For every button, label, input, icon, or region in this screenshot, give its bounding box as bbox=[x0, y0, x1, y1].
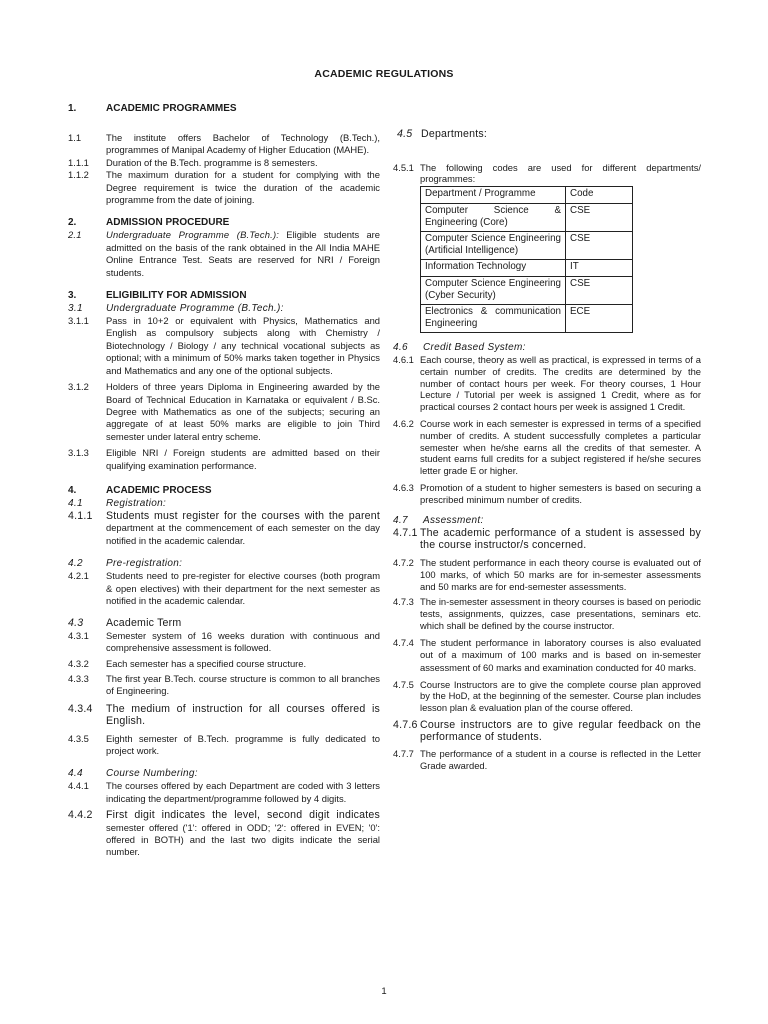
clause-number: 4.4 bbox=[68, 768, 83, 780]
clause-text: Students need to pre-register for elective courses (both program & open electives) with their department for the next semester as notified in the academic calendar. bbox=[106, 570, 380, 606]
subsection-title: Credit Based System: bbox=[423, 342, 526, 354]
section-2-heading bbox=[68, 216, 380, 229]
clause-number: 4.3.4 bbox=[68, 702, 93, 715]
clause-4-3-3 bbox=[68, 673, 380, 698]
clause-text: The in-semester assessment in theory courses is based on periodic tests, assignments, quizzes, case presentations, seminars etc. which shall be defined by the course instructor. bbox=[420, 596, 701, 632]
table-cell: IT bbox=[566, 260, 633, 276]
subsection-4-4 bbox=[68, 767, 380, 780]
clause-number: 4.7.6 bbox=[393, 718, 418, 731]
section-3-heading bbox=[68, 289, 380, 302]
clause-text: The performance of a student in a course is reflected in the Letter Grade awarded. bbox=[420, 748, 701, 771]
clause-number: 4.3.1 bbox=[68, 629, 89, 641]
clause-number: 4.3.3 bbox=[68, 673, 89, 684]
clause-text: The maximum duration for a student for complying with the Degree requirement is twice the duration of the academic programme from the date of joining. bbox=[106, 169, 380, 206]
clause-4-7-3 bbox=[393, 596, 701, 632]
clause-number: 4.7.7 bbox=[393, 748, 414, 760]
clause-1-1-2 bbox=[68, 169, 380, 206]
table-row bbox=[421, 203, 633, 231]
table-header-cell: Department / Programme bbox=[421, 187, 566, 203]
clause-text: Holders of three years Diploma in Engineering awarded by the Board of Technical Education in Karnataka or equivalent / B.Sc. Degree with Mathematics as one of the subjects; securing an aggregate of at least 50% marks are eligible to join Third semester under lateral entry scheme. bbox=[106, 381, 380, 442]
clause-number: 3.1 bbox=[68, 303, 83, 315]
clause-text: Duration of the B.Tech. programme is 8 semesters. bbox=[106, 156, 318, 168]
clause-4-7-7 bbox=[393, 748, 701, 771]
table-cell: CSE bbox=[566, 276, 633, 304]
section-number: 1. bbox=[68, 103, 77, 114]
clause-text: The institute offers Bachelor of Technology (B.Tech.), programmes of Manipal Academy of Higher Education (MAHE). bbox=[106, 132, 380, 156]
clause-4-2-1 bbox=[68, 570, 380, 607]
clause-number: 4.7.1 bbox=[393, 526, 418, 539]
clause-number: 4.2.1 bbox=[68, 570, 89, 582]
clause-number: 4.1 bbox=[68, 497, 83, 509]
subsection-4-2 bbox=[68, 557, 380, 570]
table-row bbox=[421, 276, 633, 304]
section-title: ELIGIBILITY FOR ADMISSION bbox=[106, 290, 247, 302]
table-header-row bbox=[421, 187, 633, 203]
subsection-title: Registration: bbox=[106, 497, 167, 509]
page-title: ACADEMIC REGULATIONS bbox=[314, 68, 454, 80]
clause-4-1-1 bbox=[68, 510, 380, 547]
clause-3-1-2 bbox=[68, 381, 380, 443]
subsection-3-1 bbox=[68, 302, 380, 315]
clause-text: Course instructors are to give regular feedback on the performance of students. bbox=[420, 718, 701, 743]
table-row bbox=[421, 305, 633, 333]
table-cell: Electronics & communication Engineering bbox=[421, 305, 566, 333]
clause-3-1-1 bbox=[68, 315, 380, 377]
clause-4-7-1 bbox=[393, 527, 701, 552]
clause-1-1 bbox=[68, 132, 380, 157]
clause-number: 4.7.5 bbox=[393, 678, 414, 690]
subsection-4-1 bbox=[68, 497, 380, 510]
clause-text: The student performance in each theory course is evaluated out of 100 marks, of which 50 marks are for in-semester assessments and 50 marks are for end-semester assessments. bbox=[420, 557, 701, 592]
section-number: 2. bbox=[68, 217, 77, 229]
clause-text: Each course, theory as well as practical, is expressed in terms of a certain number of credits. The credits are determined by the number of contact hours per week. For theory courses, 1 Hour Lecture / Tutorial per week is assigned 1 Credit, where as for practical courses 2 contact hours per week is assigned 1 Credit. bbox=[420, 354, 701, 412]
clause-number: 4.4.2 bbox=[68, 809, 93, 822]
clause-number: 4.6 bbox=[393, 342, 408, 354]
clause-text: The medium of instruction for all courses offered is English. bbox=[106, 702, 380, 728]
subsection-title: Assessment: bbox=[423, 514, 484, 526]
clause-text: The following codes are used for different departments/ programmes: bbox=[420, 162, 701, 185]
subsection-4-7 bbox=[393, 514, 701, 527]
clause-number: 3.1.1 bbox=[68, 315, 89, 327]
clause-number: 4.7.4 bbox=[393, 637, 414, 649]
table-cell: Computer Science Engineering (Cyber Security) bbox=[421, 276, 566, 304]
clause-number: 1.1 bbox=[68, 132, 82, 143]
clause-4-6-1 bbox=[393, 354, 701, 412]
clause-number: 4.6.1 bbox=[393, 354, 414, 366]
subsection-4-3 bbox=[68, 617, 380, 629]
clause-number: 4.3 bbox=[68, 617, 84, 630]
clause-text: Course Instructors are to give the complete course plan approved by the HoD, at the beginning of the semester. Course plan includes lesson plan & evaluation plan of the course offered. bbox=[420, 678, 701, 713]
section-1-heading bbox=[68, 102, 380, 115]
clause-number: 4.6.2 bbox=[393, 418, 414, 430]
table-cell: ECE bbox=[566, 305, 633, 333]
clause-number: 4.7.2 bbox=[393, 557, 414, 569]
clause-text: Course work in each semester is expressed in terms of a specified number of credits. A student successfully completes a particular semester when he/she earns all the credits of that semester. A student earns full credits for a subject registered if he/she secures letter grade E or higher. bbox=[420, 418, 701, 476]
clause-number: 4.5 bbox=[397, 128, 413, 140]
section-number: 3. bbox=[68, 290, 77, 302]
clause-number: 3.1.3 bbox=[68, 447, 89, 459]
clause-text: The first year B.Tech. course structure is common to all branches of Engineering. bbox=[106, 673, 380, 697]
clause-2-1 bbox=[68, 229, 380, 279]
section-title: ACADEMIC PROGRAMMES bbox=[106, 103, 237, 114]
table-cell: Computer Science Engineering (Artificial Intelligence) bbox=[421, 232, 566, 260]
subsection-title: Pre-registration: bbox=[106, 558, 183, 570]
table-cell: Computer Science & Engineering (Core) bbox=[421, 203, 566, 231]
clause-4-3-2 bbox=[68, 658, 380, 670]
clause-4-3-1 bbox=[68, 630, 380, 655]
clause-4-7-2 bbox=[393, 557, 701, 592]
clause-number: 4.6.3 bbox=[393, 482, 414, 494]
clause-text: department at the commencement of each semester on the day notified in the academic calendar. bbox=[106, 522, 380, 546]
subsection-title: Undergraduate Programme (B.Tech.): bbox=[106, 303, 284, 315]
clause-number: 4.7 bbox=[393, 514, 408, 526]
section-4-heading bbox=[68, 484, 380, 497]
clause-number: 4.1.1 bbox=[68, 509, 93, 522]
table-cell: Information Technology bbox=[421, 260, 566, 276]
clause-4-7-4 bbox=[393, 637, 701, 674]
clause-text: Each semester has a specified course structure. bbox=[106, 657, 307, 669]
clause-number: 3.1.2 bbox=[68, 381, 89, 393]
clause-text: semester offered ('1': offered in ODD; '2': offered in EVEN; '0': offered in BOTH) and the last two digits indicate the serial number. bbox=[106, 821, 380, 858]
clause-number: 4.5.1 bbox=[393, 162, 414, 174]
subsection-title: Departments: bbox=[421, 128, 487, 140]
clause-4-4-2 bbox=[68, 809, 380, 859]
clause-number: 1.1.1 bbox=[68, 156, 89, 168]
clause-text: The student performance in laboratory courses is also evaluated out of a maximum of 100 marks and is based on in-semester assessment of 60 marks and examination conducted for 40 marks. bbox=[420, 637, 701, 673]
subsection-title: Academic Term bbox=[106, 617, 182, 630]
clause-text: Promotion of a student to higher semesters is based on securing a prescribed minimum number of credits. bbox=[420, 482, 701, 505]
section-title: ADMISSION PROCEDURE bbox=[106, 217, 230, 229]
clause-lead: Students must register for the courses with the parent bbox=[106, 509, 380, 522]
clause-number: 1.1.2 bbox=[68, 169, 89, 181]
clause-text: Eighth semester of B.Tech. programme is fully dedicated to project work. bbox=[106, 732, 380, 757]
section-title: ACADEMIC PROCESS bbox=[106, 484, 212, 496]
clause-4-6-2 bbox=[393, 418, 701, 476]
table-header-cell: Code bbox=[566, 187, 633, 203]
clause-4-3-5 bbox=[68, 733, 380, 758]
table-row bbox=[421, 232, 633, 260]
page-number: 1 bbox=[381, 986, 387, 997]
clause-number: 4.3.2 bbox=[68, 657, 89, 669]
left-column bbox=[68, 102, 380, 859]
subsection-title: Course Numbering: bbox=[106, 768, 198, 780]
clause-number: 4.3.5 bbox=[68, 732, 89, 744]
clause-4-7-6 bbox=[393, 719, 701, 744]
clause-4-7-5 bbox=[393, 679, 701, 714]
clause-number: 4.4.1 bbox=[68, 780, 89, 792]
right-column bbox=[393, 128, 701, 772]
clause-4-4-1 bbox=[68, 780, 380, 805]
clause-lead: Undergraduate Programme (B.Tech.): bbox=[106, 229, 280, 241]
clause-3-1-3 bbox=[68, 447, 380, 472]
clause-number: 2.1 bbox=[68, 229, 82, 241]
clause-text: Eligible NRI / Foreign students are admitted based on their qualifying examination performance. bbox=[106, 447, 380, 471]
clause-text: Semester system of 16 weeks duration with continuous and comprehensive assessment is followed. bbox=[106, 629, 380, 654]
subsection-4-6 bbox=[393, 341, 701, 354]
clause-text: Pass in 10+2 or equivalent with Physics, Mathematics and English as compulsory subjects along with Chemistry / Biotechnology / Biology / any technical vocational subjects as optional; with a minimum of 50% marks taken together in Physics and Mathematics and any one of the optional subjects. bbox=[106, 315, 380, 376]
subsection-4-5 bbox=[393, 128, 701, 140]
clause-text: Eligible students are admitted on the basis of the rank obtained in the All India MAHE Online Entrance Test. Seats are reserved for NRI / Foreign students. bbox=[106, 229, 380, 278]
clause-number: 4.7.3 bbox=[393, 596, 414, 608]
section-number: 4. bbox=[68, 484, 77, 496]
clause-text: The academic performance of a student is assessed by the course instructor/s concerned. bbox=[420, 526, 701, 551]
clause-text: The courses offered by each Department are coded with 3 letters indicating the department/programme followed by 4 digits. bbox=[106, 780, 380, 804]
department-codes-table bbox=[420, 186, 633, 333]
table-cell: CSE bbox=[566, 203, 633, 231]
clause-number: 4.2 bbox=[68, 558, 83, 570]
clause-1-1-1 bbox=[68, 157, 380, 169]
clause-lead: First digit indicates the level, second digit indicates bbox=[106, 809, 380, 822]
table-row bbox=[421, 260, 633, 276]
table-cell: CSE bbox=[566, 232, 633, 260]
clause-4-6-3 bbox=[393, 482, 701, 505]
clause-4-3-4 bbox=[68, 703, 380, 728]
clause-4-5-1 bbox=[393, 162, 701, 184]
